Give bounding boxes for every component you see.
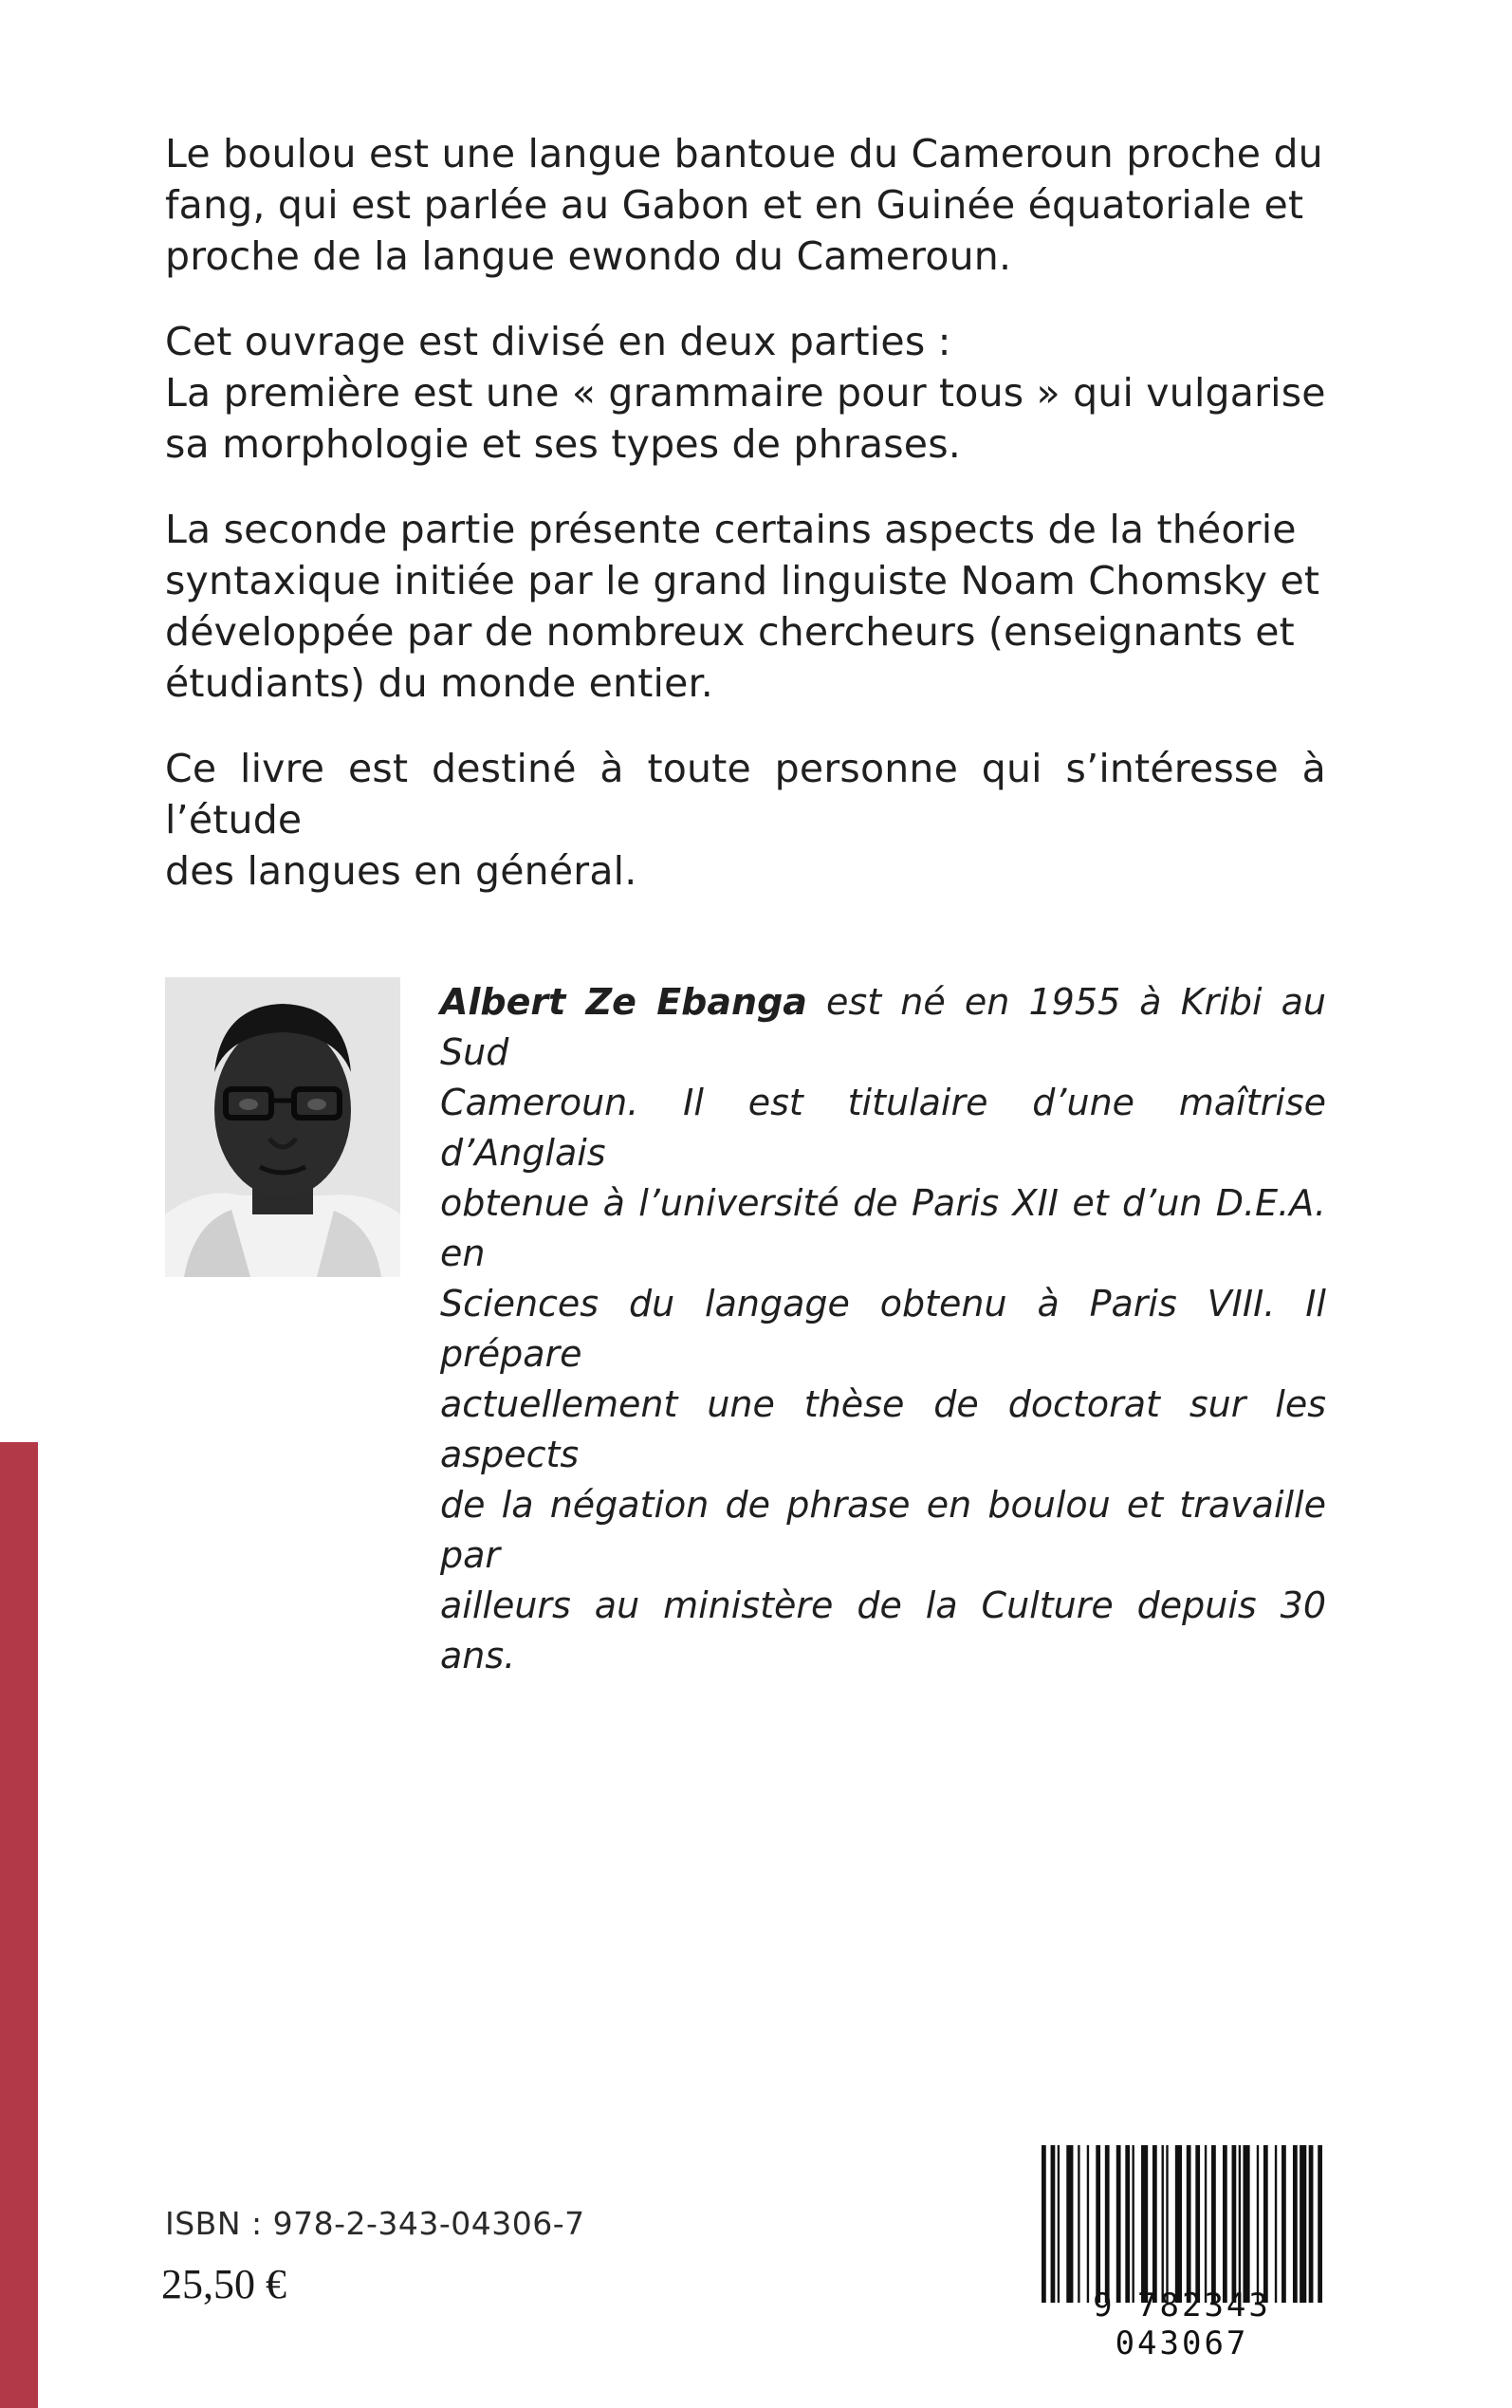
book-description (165, 128, 1326, 931)
barcode-bar (1051, 2145, 1056, 2303)
description-paragraph-2 (165, 316, 1326, 470)
description-line: syntaxique initiée par le grand linguiste Noam Chomsky et (165, 558, 1320, 603)
barcode-bar (1318, 2145, 1322, 2303)
barcode-bar (1141, 2145, 1148, 2303)
author-name: Albert Ze Ebanga (440, 981, 807, 1023)
barcode-bar (1187, 2145, 1191, 2303)
price-label: 25,50 € (161, 2261, 286, 2307)
barcode-bar (1239, 2145, 1241, 2303)
barcode-bar (1223, 2145, 1227, 2303)
barcode-bar (1309, 2145, 1314, 2303)
barcode-bar (1166, 2145, 1168, 2303)
description-paragraph-4 (165, 743, 1326, 897)
description-line: proche de la langue ewondo du Cameroun. (165, 233, 1012, 279)
author-section (165, 977, 1327, 1676)
author-bio-line: obtenue à l’université de Paris XII et d’un D.E.A. en (440, 1182, 1326, 1274)
barcode-bar (1175, 2145, 1182, 2303)
barcode-bar (1293, 2145, 1298, 2303)
author-bio-text: est né en 1955 à Kribi au Sud (440, 981, 1327, 1073)
description-line: La seconde partie présente certains aspects de la théorie (165, 507, 1297, 552)
author-bio-line: Cameroun. Il est titulaire d’une maîtrise d’Anglais (440, 1082, 1326, 1174)
barcode-bar (1162, 2145, 1164, 2303)
isbn-label: ISBN : 978-2-343-04306-7 (165, 2205, 585, 2242)
author-bio-first-line (440, 977, 1326, 1078)
accent-spine-bar (0, 1442, 38, 2408)
barcode-bar (1243, 2145, 1249, 2303)
author-bio-line: de la négation de phrase en boulou et travaille par (440, 1484, 1326, 1576)
barcode-bar (1125, 2145, 1130, 2303)
barcode-bar (1105, 2145, 1110, 2303)
description-line: La première est une « grammaire pour tous » qui vulgarise (165, 370, 1326, 416)
barcode-bar (1300, 2145, 1306, 2303)
barcode-bar (1042, 2145, 1046, 2303)
barcode-bar (1263, 2145, 1268, 2303)
barcode-bar (1275, 2145, 1277, 2303)
barcode-bar (1116, 2145, 1121, 2303)
description-paragraph-1 (165, 128, 1326, 282)
barcode-bar (1211, 2145, 1216, 2303)
description-line: Ce livre est destiné à toute personne qui s’intéresse à l’étude (165, 746, 1326, 843)
author-bio-line: Sciences du langage obtenu à Paris VIII. Il prépare (440, 1283, 1326, 1375)
description-line: fang, qui est parlée au Gabon et en Guinée équatoriale et (165, 182, 1304, 228)
barcode-bar (1087, 2145, 1089, 2303)
description-line: Le boulou est une langue bantoue du Cameroun proche du (165, 131, 1323, 176)
barcode-bar (1132, 2145, 1134, 2303)
barcode-bar (1195, 2145, 1200, 2303)
description-line: des langues en général. (165, 848, 637, 894)
author-bio-line: ailleurs au ministère de la Culture depuis 30 ans. (440, 1584, 1326, 1676)
barcode-bar (1232, 2145, 1237, 2303)
description-line: développée par de nombreux chercheurs (enseignants et (165, 609, 1295, 655)
description-line: étudiants) du monde entier. (165, 660, 714, 706)
author-portrait-icon (165, 977, 400, 1277)
author-bio (440, 977, 1326, 1681)
description-line: sa morphologie et ses types de phrases. (165, 421, 961, 467)
description-line: Cet ouvrage est divisé en deux parties : (165, 319, 951, 364)
author-photo (165, 977, 400, 1277)
barcode-bar (1066, 2145, 1073, 2303)
barcode-bar (1257, 2145, 1259, 2303)
barcode-digits: 9 782343 043067 (1093, 2287, 1271, 2362)
barcode-bar (1058, 2145, 1060, 2303)
author-bio-line: actuellement une thèse de doctorat sur les aspects (440, 1383, 1326, 1475)
barcode-bar (1282, 2145, 1286, 2303)
barcode-bar (1096, 2145, 1100, 2303)
description-paragraph-3 (165, 504, 1326, 709)
barcode-bar (1205, 2145, 1207, 2303)
barcode-bar (1078, 2145, 1079, 2303)
barcode-bar (1152, 2145, 1157, 2303)
